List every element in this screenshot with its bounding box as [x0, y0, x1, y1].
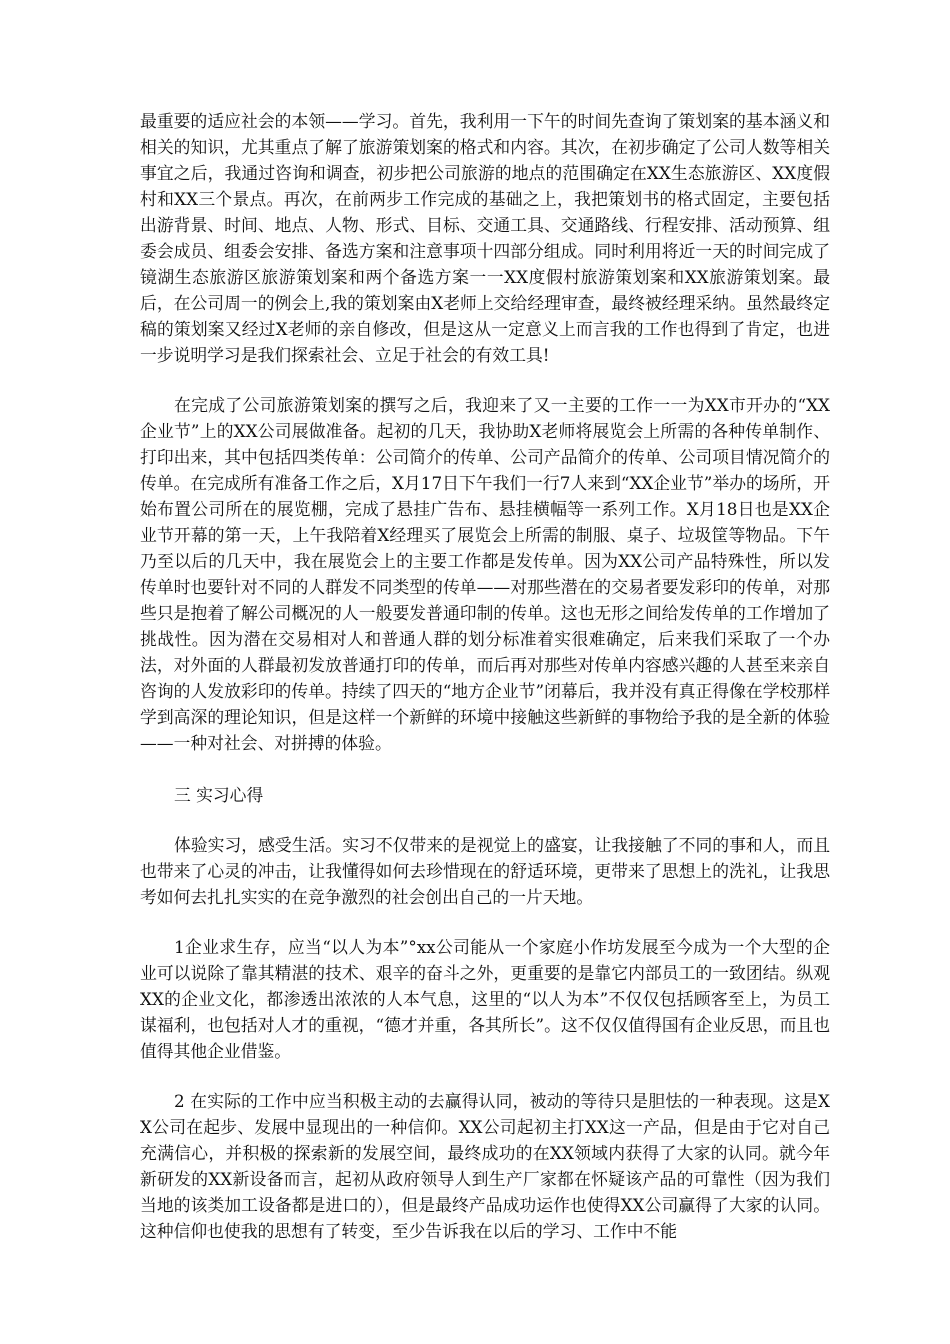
paragraph-planning: 最重要的适应社会的本领——学习。首先，我利用一下午的时间先查询了策划案的基本涵义和相关的知识，尤其重点了解了旅游策划案的格式和内容。其次，在初步确定了公司人数等相关事宜之后，我通过咨询和调查，初步把公司旅游的地点的范围确定在XX生态旅游区、XX度假村和XX三个景点。再次，在前两步工作完成的基础之上，我把策划书的格式固定，主要包括出游背景、时间、地点、人物、形式、目标、交通工具、交通路线、行程安排、活动预算、组委会成员、组委会安排、备选方案和注意事项十四部分组成。同时利用将近一天的时间完成了镜湖生态旅游区旅游策划案和两个备选方案一一XX度假村旅游策划案和XX旅游策划案。最后，在公司周一的例会上,我的策划案由X老师上交给经理审查，最终被经理采纳。虽然最终定稿的策划案又经过X老师的亲自修改，但是这从一定意义上而言我的工作也得到了肯定，也进一步说明学习是我们探索社会、立足于社会的有效工具! — [140, 111, 830, 365]
document-page — [140, 108, 830, 1244]
paragraph-expo: 在完成了公司旅游策划案的撰写之后，我迎来了又一主要的工作一一为XX市开办的“XX企业节”上的XX公司展做准备。起初的几天，我协助X老师将展览会上所需的各种传单制作、打印出来，其中包括四类传单：公司简介的传单、公司产品简介的传单、公司项目情况简介的传单。在完成所有准备工作之后，X月17日下午我们一行7人来到“XX企业节”举办的场所，开始布置公司所在的展览棚，完成了悬挂广告布、悬挂横幅等一系列工作。X月18日也是XX企业节开幕的第一天，上午我陪着X经理买了展览会上所需的制服、桌子、垃圾筐等物品。下午乃至以后的几天中，我在展览会上的主要工作都是发传单。因为XX公司产品特殊性，所以发传单时也要针对不同的人群发不同类型的传单——对那些潜在的交易者要发彩印的传单，对那些只是抱着了解公司概况的人一般要发普通印制的传单。这也无形之间给发传单的工作增加了挑战性。因为潜在交易相对人和普通人群的划分标准着实很难确定，后来我们采取了一个办法，对外面的人群最初发放普通打印的传单，而后再对那些对传单内容感兴趣的人甚至来亲自咨询的人发放彩印的传单。持续了四天的“地方企业节”闭幕后，我并没有真正得像在学校那样学到高深的理论知识，但是这样一个新鲜的环境中接触这些新鲜的事物给予我的是全新的体验——一种对社会、对拼搏的体验。 — [140, 395, 830, 753]
section-heading: 三 实习心得 — [174, 785, 264, 805]
paragraph-experience: 体验实习，感受生活。实习不仅带来的是视觉上的盛宴，让我接触了不同的事和人，而且也带来了心灵的冲击，让我懂得如何去珍惜现在的舒适环境，更带来了思想上的洗礼，让我思考如何去扎扎实实的在竞争激烈的社会创出自己的一片天地。 — [140, 835, 830, 907]
paragraph-point-1: 1企业求生存，应当“以人为本”°xx公司能从一个家庭小作坊发展至今成为一个大型的企业可以说除了靠其精湛的技术、艰辛的奋斗之外，更重要的是靠它内部员工的一致团结。纵观XX的企业文化，都渗透出浓浓的人本气息，这里的“以人为本”不仅仅包括顾客至上，为员工谋福利，也包括对人才的重视，“德才并重，各其所长”。这不仅仅值得国有企业反思，而且也值得其他企业借鉴。 — [140, 937, 830, 1061]
paragraph-point-2: 2 在实际的工作中应当积极主动的去赢得认同，被动的等待只是胆怯的一种表现。这是XX公司在起步、发展中显现出的一种信仰。XX公司起初主打XX这一产品，但是由于它对自己充满信心，并积极的探索新的发展空间，最终成功的在XX领域内获得了大家的认同。就今年新研发的XX新设备而言，起初从政府领导人到生产厂家都在怀疑该产品的可靠性（因为我们当地的该类加工设备都是进口的），但是最终产品成功运作也使得XX公司赢得了大家的认同。这种信仰也使我的思想有了转变，至少告诉我在以后的学习、工作中不能 — [140, 1091, 830, 1241]
